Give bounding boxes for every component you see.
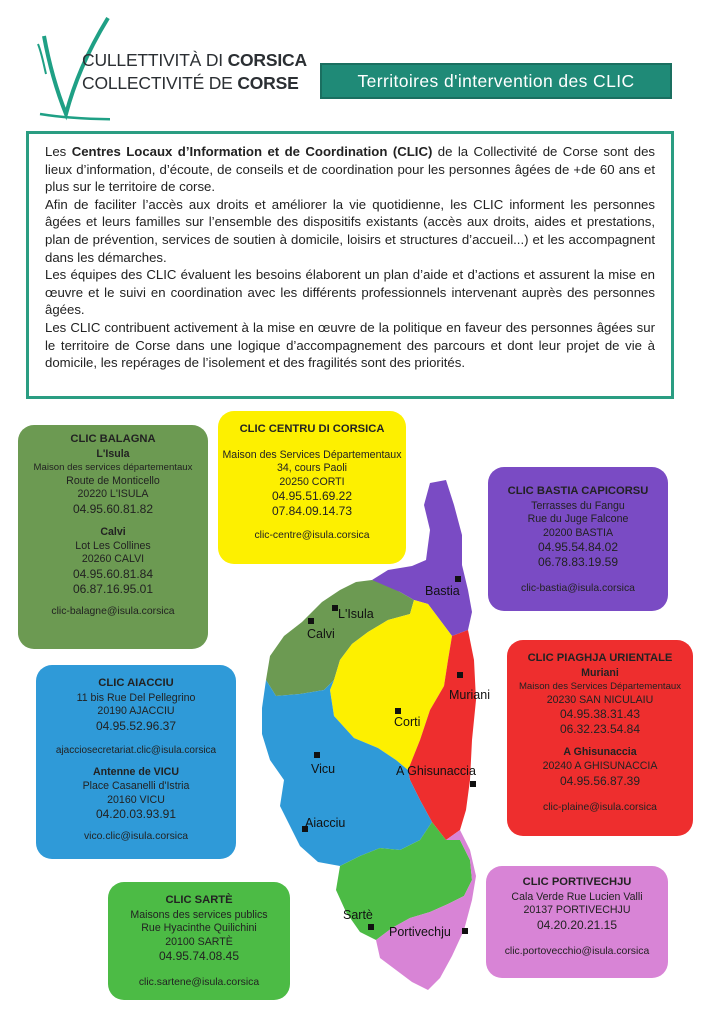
card-line: 20230 SAN NICULAIU — [546, 693, 654, 706]
card-line: 20200 BASTIA — [542, 526, 614, 539]
card-phone: 04.95.52.96.37 — [95, 718, 177, 733]
card-line: 20220 L'ISULA — [77, 488, 149, 501]
card-email-link[interactable]: vico.clic@isula.corsica — [83, 831, 189, 843]
map-label-portivechju: Portivechju — [389, 925, 451, 939]
intro-paragraph-1: Les Centres Locaux d’Information et de Coordination (CLIC) de la Collectivité de Corse sont des lieux d’information, d’écoute, de conseils et de coordination pour les personnes âgées de +de 60 ans et plus sur le territoire de corse. — [45, 144, 655, 195]
card-clic-portivechju — [486, 866, 668, 978]
card-title: CLIC BASTIA CAPICORSU — [507, 485, 649, 497]
card-line: Route de Monticello — [66, 474, 160, 487]
map-label-bastia: Bastia — [425, 584, 460, 598]
card-line: 20190 AJACCIU — [97, 705, 175, 718]
card-line: 20137 PORTIVECHJU — [523, 904, 631, 917]
card-line: 20100 SARTÈ — [165, 935, 233, 948]
card-phone: 06.32.23.54.84 — [559, 722, 641, 737]
card-line: Terrasses du Fangu — [531, 499, 625, 512]
card-phone: 07.84.09.14.73 — [271, 504, 353, 519]
card-title: CLIC CENTRU DI CORSICA — [239, 423, 385, 435]
card-line: Cala Verde Rue Lucien Valli — [511, 890, 643, 903]
map-label-calvi: Calvi — [307, 627, 335, 641]
card-phone: 04.95.51.69.22 — [271, 489, 353, 504]
card-email-link[interactable]: clic.portovecchio@isula.corsica — [504, 945, 650, 957]
card-line: 20260 CALVI — [81, 553, 145, 566]
logo-line-1: CULLETTIVITÀ DI CORSICA — [82, 50, 307, 70]
card-email-link[interactable]: clic-bastia@isula.corsica — [521, 583, 635, 595]
map-label-muriani: Muriani — [449, 688, 490, 702]
card-email-link[interactable]: clic-plaine@isula.corsica — [543, 801, 657, 813]
card-line: Place Casanelli d'Istria — [82, 779, 190, 792]
card-clic-sarte — [108, 882, 290, 1000]
card-clic-aiacciu — [36, 665, 236, 859]
card-line: Lot Les Collines — [75, 539, 151, 552]
map-label-lisula: L'Isula — [338, 607, 374, 621]
card-phone: 04.95.74.08.45 — [158, 949, 240, 964]
card-site: Muriani — [581, 666, 619, 679]
card-site: Antenne de VICU — [93, 766, 179, 779]
card-phone: 04.20.20.21.15 — [536, 917, 618, 932]
card-line: 20240 A GHISUNACCIA — [542, 759, 658, 772]
map-label-corti: Corti — [394, 715, 421, 729]
card-phone: 06.78.83.19.59 — [537, 555, 619, 570]
card-phone: 04.20.03.93.91 — [95, 807, 177, 822]
card-line: Maison des Services Départementaux — [222, 448, 402, 461]
card-line: 20160 VICU — [107, 793, 165, 806]
intro-box — [26, 131, 674, 399]
card-phone: 04.95.54.84.02 — [537, 540, 619, 555]
card-site: A Ghisunaccia — [563, 746, 637, 759]
card-line: 11 bis Rue Del Pellegrino — [76, 691, 196, 704]
card-title: CLIC PORTIVECHJU — [522, 876, 632, 888]
map-label-vicu: Vicu — [311, 762, 336, 776]
card-site: L'Isula — [96, 447, 130, 460]
card-line: 20250 CORTI — [279, 475, 345, 488]
intro-paragraph-4: Les CLIC contribuent activement à la mise en œuvre de la politique en faveur des personnes âgées sur le territoire de Corse dans une logique d’accompagnement des parcours et dont leur projet de vie à domicile, les repérages de l’isolement et des fragilités sont des priorités. — [45, 319, 655, 371]
card-email-link[interactable]: clic.sartene@isula.corsica — [138, 977, 260, 989]
card-line: Maisons des services publics — [130, 908, 268, 921]
card-clic-balagna — [18, 425, 208, 649]
map-dot-vicu — [314, 752, 320, 758]
map-dot-corti — [395, 708, 401, 714]
card-phone: 04.95.56.87.39 — [559, 773, 641, 788]
card-title: CLIC SARTÈ — [165, 894, 233, 906]
card-line: Maison des services départementaux — [33, 462, 193, 474]
card-line: 34, cours Paoli — [276, 462, 348, 475]
page-title: Territoires d'intervention des CLIC — [320, 63, 672, 99]
card-line: Maison des Services Départementaux — [518, 681, 682, 693]
map-dot-muriani — [457, 672, 463, 678]
card-phone: 04.95.38.31.43 — [559, 707, 641, 722]
card-clic-centru — [218, 411, 406, 564]
card-clic-bastia — [488, 467, 668, 611]
card-phone: 04.95.60.81.82 — [72, 501, 154, 516]
map-label-aiacciu: Aiacciu — [305, 816, 346, 830]
card-line: Rue du Juge Falcone — [527, 513, 629, 526]
card-phone: 06.87.16.95.01 — [72, 581, 154, 596]
map-label-sarte: Sartè — [343, 908, 373, 922]
card-title: CLIC PIAGHJA URIENTALE — [527, 652, 673, 664]
logo-line-2: COLLECTIVITÉ DE CORSE — [82, 73, 299, 93]
card-title: CLIC AIACCIU — [98, 677, 174, 689]
map-label-ghisunaccia: A Ghisunaccia — [396, 764, 476, 778]
map-dot-sarte — [368, 924, 374, 930]
card-title: CLIC BALAGNA — [70, 433, 156, 445]
card-line: Rue Hyacinthe Quilichini — [141, 922, 257, 935]
card-clic-piaghja — [507, 640, 693, 836]
card-site: Calvi — [100, 525, 126, 538]
map-dot-ghisunaccia — [470, 781, 476, 787]
card-email-link[interactable]: clic-balagne@isula.corsica — [51, 605, 175, 617]
map-dot-portivechju — [462, 928, 468, 934]
map-dot-calvi — [308, 618, 314, 624]
card-email-link[interactable]: ajacciosecretariat.clic@isula.corsica — [55, 744, 217, 756]
intro-paragraph-3: Les équipes des CLIC évaluent les besoins élaborent un plan d’aide et d’actions et assurent la mise en œuvre et le suivi en coordination avec les différents professionnels intervenant auprès des personnes âgées. — [45, 267, 655, 318]
intro-paragraph-2: Afin de faciliter l’accès aux droits et améliorer la vie quotidienne, les CLIC informent les personnes âgées et leurs familles sur l’ensemble des dispositifs existants (accès aux droits, aides et prestations, plan de prévention, services de soutien à domicile, loisirs et structures d’accueil...) et les accompagnent dans les démarches. — [45, 196, 655, 265]
logo — [30, 14, 307, 124]
card-email-link[interactable]: clic-centre@isula.corsica — [254, 530, 370, 542]
card-phone: 04.95.60.81.84 — [72, 566, 154, 581]
map-dot-bastia — [455, 576, 461, 582]
